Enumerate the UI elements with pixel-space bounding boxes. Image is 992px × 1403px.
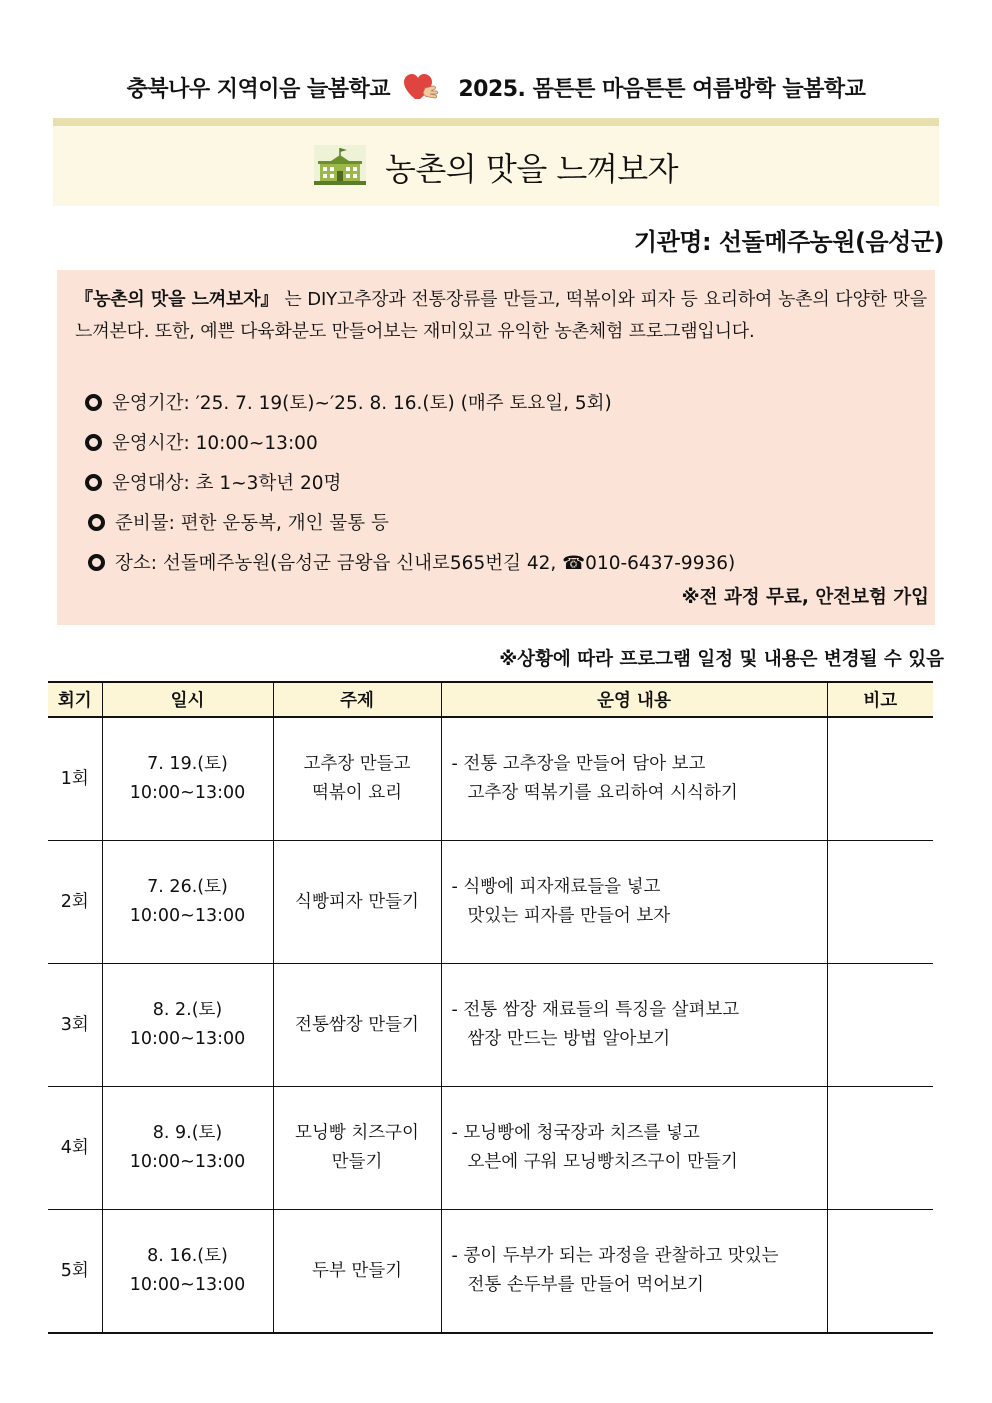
detail-supplies: 준비물: 편한 운동복, 개인 물통 등: [85, 502, 925, 542]
header-right-text: 2025. 몸튼튼 마음튼튼 여름방학 늘봄학교: [458, 77, 866, 102]
content-cell: - 식빵에 피자재료들을 넣고 맛있는 피자를 만들어 보자: [441, 841, 827, 964]
header-line: [0, 72, 992, 108]
session-cell: 3회: [48, 964, 102, 1087]
content-cell: - 전통 쌈장 재료들의 특징을 살펴보고 쌈장 만드는 방법 알아보기: [441, 964, 827, 1087]
heart-hand-icon: [403, 72, 439, 108]
change-note: ※상황에 따라 프로그램 일정 및 내용은 변경될 수 있음: [499, 649, 944, 670]
note-cell: [827, 841, 933, 964]
content-cell: - 콩이 두부가 되는 과정을 관찰하고 맛있는 전통 손두부를 만들어 먹어보기: [441, 1210, 827, 1334]
date-cell: 8. 9.(토) 10:00~13:00: [102, 1087, 273, 1210]
bullet-circle-icon: [85, 394, 102, 411]
table-row: [48, 717, 933, 841]
date-cell: 8. 2.(토) 10:00~13:00: [102, 964, 273, 1087]
table-row: [48, 1210, 933, 1334]
session-cell: 4회: [48, 1087, 102, 1210]
bullet-circle-icon: [88, 554, 105, 571]
organization-name: 기관명: 선돌메주농원(음성군): [633, 228, 944, 256]
table-row: [48, 964, 933, 1087]
session-cell: 2회: [48, 841, 102, 964]
topic-cell: 두부 만들기: [273, 1210, 441, 1334]
header-note: 비고: [827, 682, 933, 717]
detail-period: 운영기간: ′25. 7. 19(토)~′25. 8. 16.(토) (매주 토요일, 5회): [85, 382, 925, 422]
table-header-row: [48, 682, 933, 717]
date-cell: 7. 19.(토) 10:00~13:00: [102, 717, 273, 841]
intro-paragraph: [75, 284, 927, 348]
table-row: [48, 841, 933, 964]
title-box: [53, 126, 939, 206]
details-list: [85, 382, 925, 582]
note-cell: [827, 1210, 933, 1334]
header-content: 운영 내용: [441, 682, 827, 717]
table-row: [48, 1087, 933, 1210]
topic-cell: 모닝빵 치즈구이 만들기: [273, 1087, 441, 1210]
header-session: 회기: [48, 682, 102, 717]
content-cell: - 전통 고추장을 만들어 담아 보고 고추장 떡볶기를 요리하여 시식하기: [441, 717, 827, 841]
session-cell: 5회: [48, 1210, 102, 1334]
date-cell: 8. 16.(토) 10:00~13:00: [102, 1210, 273, 1334]
bullet-circle-icon: [85, 434, 102, 451]
detail-target: 운영대상: 초 1~3학년 20명: [85, 462, 925, 502]
date-cell: 7. 26.(토) 10:00~13:00: [102, 841, 273, 964]
note-cell: [827, 1087, 933, 1210]
page-title: 농촌의 맛을 느껴보자: [385, 150, 679, 188]
program-name: 『농촌의 맛을 느껴보자』: [75, 289, 279, 310]
header-date: 일시: [102, 682, 273, 717]
session-cell: 1회: [48, 717, 102, 841]
school-icon: [314, 145, 366, 189]
schedule-table: [48, 681, 933, 1334]
free-note: ※전 과정 무료, 안전보험 가입: [681, 587, 929, 608]
topic-cell: 식빵피자 만들기: [273, 841, 441, 964]
topic-cell: 고추장 만들고 떡볶이 요리: [273, 717, 441, 841]
detail-location: 장소: 선돌메주농원(음성군 금왕읍 신내로565번길 42, ☎010-6437-9936): [85, 542, 925, 582]
program-description: 는 DIY고추장과 전통장류를 만들고, 떡볶이와 피자 등 요리하여 농촌의 다양한 맛을 느껴본다. 또한, 예쁜 다육화분도 만들어보는 재미있고 유익한 농촌체험 프로그램입니다.: [75, 289, 927, 342]
bullet-circle-icon: [88, 514, 105, 531]
content-cell: - 모닝빵에 청국장과 치즈를 넣고 오븐에 구워 모닝빵치즈구이 만들기: [441, 1087, 827, 1210]
topic-cell: 전통쌈장 만들기: [273, 964, 441, 1087]
detail-time: 운영시간: 10:00~13:00: [85, 422, 925, 462]
header-left-text: 충북나우 지역이음 늘봄학교: [126, 77, 390, 102]
title-bar-accent: [53, 118, 939, 126]
info-box: [57, 270, 935, 625]
note-cell: [827, 717, 933, 841]
header-topic: 주제: [273, 682, 441, 717]
bullet-circle-icon: [85, 474, 102, 491]
note-cell: [827, 964, 933, 1087]
